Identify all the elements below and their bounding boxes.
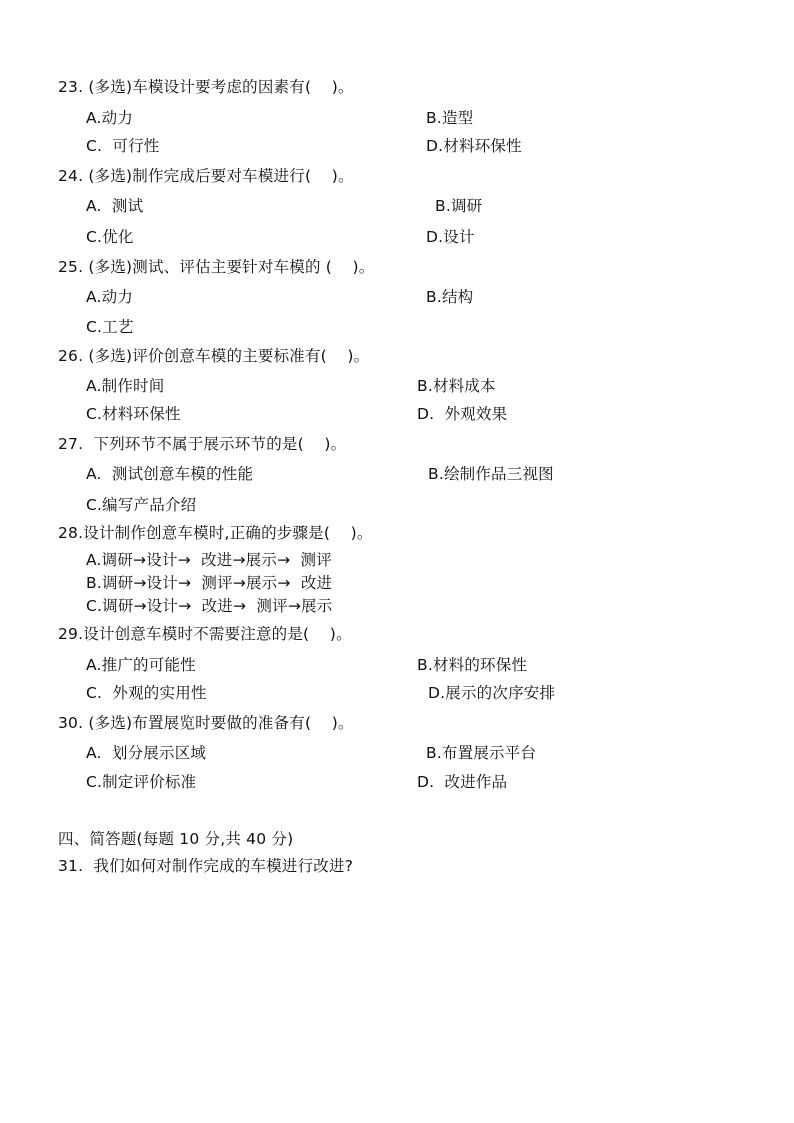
- option-c: C.工艺: [86, 318, 134, 336]
- question-27-stem: 27. 下列环节不属于展示环节的是( )。: [58, 435, 347, 453]
- option-d: D.材料环保性: [426, 137, 522, 155]
- option-b: B.结构: [426, 288, 474, 306]
- option-c: C.优化: [86, 228, 134, 246]
- question-26-stem: 26. (多选)评价创意车模的主要标准有( )。: [58, 347, 370, 365]
- option-a: A. 测试创意车模的性能: [86, 465, 254, 483]
- question-28-stem: 28.设计制作创意车模时,正确的步骤是( )。: [58, 524, 373, 542]
- option-b: B.绘制作品三视图: [428, 465, 554, 483]
- option-b: B.调研: [435, 197, 483, 215]
- option-a: A. 测试: [86, 197, 144, 215]
- option-d: D. 外观效果: [417, 405, 508, 423]
- option-a: A. 划分展示区域: [86, 744, 207, 762]
- option-d: D. 改进作品: [417, 773, 508, 791]
- option-b: B.布置展示平台: [426, 744, 537, 762]
- question-25-stem: 25. (多选)测试、评估主要针对车模的 ( )。: [58, 258, 375, 276]
- option-d: D.设计: [426, 228, 475, 246]
- option-a: A.推广的可能性: [86, 656, 196, 674]
- option-c: C.制定评价标准: [86, 773, 197, 791]
- option-b: B.材料成本: [417, 377, 496, 395]
- option-d: D.展示的次序安排: [428, 684, 556, 702]
- option-a: A.调研→设计→ 改进→展示→ 测评: [86, 551, 332, 569]
- question-29-stem: 29.设计创意车模时不需要注意的是( )。: [58, 625, 352, 643]
- option-a: A.动力: [86, 288, 134, 306]
- question-24-stem: 24. (多选)制作完成后要对车模进行( )。: [58, 167, 354, 185]
- option-a: A.制作时间: [86, 377, 165, 395]
- option-c: C.调研→设计→ 改进→ 测评→展示: [86, 597, 333, 615]
- option-c: C. 外观的实用性: [86, 684, 207, 702]
- option-c: C. 可行性: [86, 137, 160, 155]
- question-31-stem: 31. 我们如何对制作完成的车模进行改进?: [58, 857, 354, 875]
- option-c: C.材料环保性: [86, 405, 181, 423]
- option-b: B.造型: [426, 109, 474, 127]
- option-a: A.动力: [86, 109, 134, 127]
- section-heading: 四、简答题(每题 10 分,共 40 分): [58, 830, 294, 848]
- option-c: C.编写产品介绍: [86, 496, 197, 514]
- question-30-stem: 30. (多选)布置展览时要做的准备有( )。: [58, 714, 354, 732]
- option-b: B.材料的环保性: [417, 656, 528, 674]
- question-23-stem: 23. (多选)车模设计要考虑的因素有( )。: [58, 78, 354, 96]
- option-b: B.调研→设计→ 测评→展示→ 改进: [86, 574, 333, 592]
